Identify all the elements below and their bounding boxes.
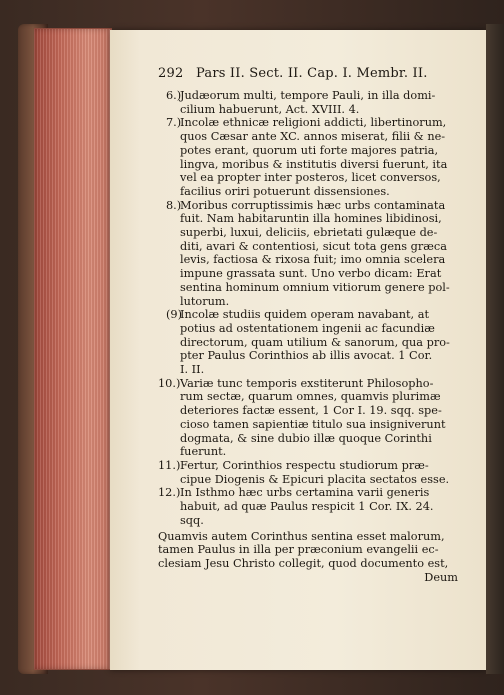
footnote-7 [158, 116, 458, 198]
running-header [158, 66, 458, 82]
text-line: habuit, ad quæ Paulus respicit 1 Cor. IX. 24. [180, 500, 434, 514]
text-line: clesiam Jesu Christo collegit, quod documento est, [158, 556, 449, 570]
text-line: impune grassata sunt. Uno verbo dicam: Erat [180, 267, 442, 281]
text-line: Moribus corruptissimis hæc urbs contaminata [180, 198, 446, 212]
text-line: Fertur, Corinthios respectu studiorum præ- [180, 458, 429, 472]
footnote-mark: 8.) [166, 198, 182, 212]
text-line: sqq. [180, 513, 204, 527]
footnote-8 [158, 199, 458, 309]
text-line: Incolæ studiis quidem operam navabant, at [180, 308, 430, 322]
footnote-9 [158, 308, 458, 377]
text-line: superbi, luxui, deliciis, ebrietati gulæque de- [180, 226, 438, 240]
text-line: potius ad ostentationem ingenii ac facundiæ [180, 321, 435, 335]
text-line: Quamvis autem Corinthus sentina esset malorum, [158, 529, 445, 543]
footnote-12 [158, 486, 458, 527]
footnote-mark: 11.) [158, 458, 181, 472]
footnote-mark: 6.) [166, 89, 182, 102]
text-line: cipue Diogenis & Epicuri placita sectatos esse. [180, 472, 450, 486]
text-line: dogmata, & sine dubio illæ quoque Corinthi [180, 431, 432, 445]
footnote-mark: 7.) [166, 116, 182, 130]
text-line: In Isthmo hæc urbs certamina varii generis [180, 486, 430, 500]
text-line: lingva, moribus & institutis diversi fuerunt, ita [180, 157, 448, 171]
catchword: Deum [424, 570, 458, 584]
footnote-11 [158, 459, 458, 486]
text-line: lutorum. [180, 294, 230, 308]
text-line: directorum, quam utilium & sanorum, qua pro- [180, 335, 450, 349]
text-line: sentina hominum omnium vitiorum genere pol- [180, 280, 450, 294]
text-line: levis, factiosa & rixosa fuit; imo omnia scelera [180, 253, 446, 267]
book-cover-right [486, 24, 504, 674]
closing-paragraph [158, 530, 458, 585]
page-text [158, 66, 458, 584]
text-line: deteriores factæ essent, 1 Cor I. 19. sqq. spe- [180, 404, 442, 418]
text-line: vel ea propter inter posteros, licet conversos, [180, 171, 441, 185]
text-line: facilius oriri potuerunt dissensiones. [180, 184, 390, 198]
text-line: quos Cæsar ante XC. annos miserat, filii & ne- [180, 130, 446, 144]
text-line: Variæ tunc temporis exstiterunt Philosopho- [180, 376, 434, 390]
text-line: fuit. Nam habitaruntin illa homines libidinosi, [180, 212, 442, 226]
text-line: rum sectæ, quarum omnes, quamvis plurimæ [180, 390, 441, 404]
text-line: fuerunt. [180, 445, 227, 459]
footnote-mark: 12.) [158, 486, 181, 500]
footnote-mark: 10.) [158, 376, 181, 390]
text-line: pter Paulus Corinthios ab illis avocat. 1 Cor. [180, 349, 433, 363]
footnote-10 [158, 377, 458, 459]
page-edges-red [34, 28, 112, 670]
footnote-6 [158, 89, 458, 116]
text-line: tamen Paulus in illa per præconium evangelii ec- [158, 543, 439, 557]
text-line: Judæorum multi, tempore Pauli, in illa domi- [180, 89, 436, 102]
page-number: 292 [158, 66, 184, 81]
text-line: Incolæ ethnicæ religioni addicti, libertinorum, [180, 116, 447, 130]
header-title: Pars II. Sect. II. Cap. I. Membr. II. [196, 66, 428, 81]
footnote-mark: (9) [166, 308, 183, 322]
text-line: cioso tamen sapientiæ titulo sua insigniverunt [180, 417, 446, 431]
text-line: diti, avari & contentiosi, sicut tota gens græca [180, 239, 447, 253]
text-line: potes erant, quorum uti forte majores patria, [180, 143, 439, 157]
text-line: I. II. [180, 363, 205, 377]
text-line: cilium habuerunt, Act. XVIII. 4. [180, 102, 360, 116]
